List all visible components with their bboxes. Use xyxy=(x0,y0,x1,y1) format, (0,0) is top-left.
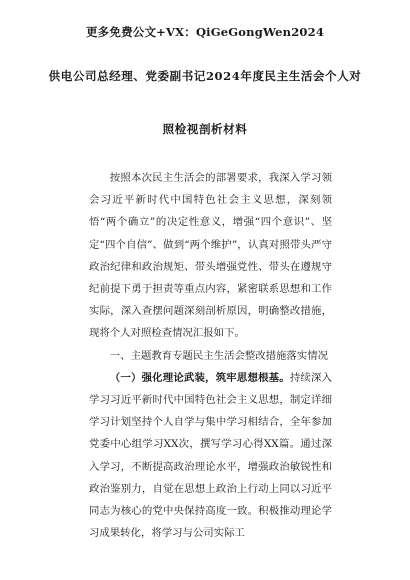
document-body xyxy=(89,167,332,544)
subsection-paragraph xyxy=(89,367,332,545)
promo-banner: 更多免费公文+VX：QiGeGongWen2024 xyxy=(85,25,325,39)
document-title-line-2: 照检视剖析材料 xyxy=(162,122,248,136)
section-heading: 一、主题教育专题民主生活会整改措施落实情况 xyxy=(109,349,328,362)
subsection-label: （一）强化理论武装，筑牢思想根基。 xyxy=(109,371,290,384)
document-title-line-1: 供电公司总经理、党委副书记2024年度民主生活会个人对 xyxy=(48,69,362,83)
subsection-text: 持续深入学习习近平新时代中国特色社会主义思想，制定详细学习计划坚持个人自学与集中学习相结合，全年参加党委中心组学习XX次，撰写学习心得XX篇。通过深入学习，不断提高政治理论水平，增强政治敏锐性和政治鉴别力，自觉在思想上政治上行动上同以习近平同志为核心的党中央保持高度一致。积极推动理论学习成果转化，将学习与公司实际工 xyxy=(89,371,333,540)
intro-paragraph: 按照本次民主生活会的部署要求，我深入学习领会习近平新时代中国特色社会主义思想，深刻领悟“两个确立”的决定性意义，增强“四个意识”、坚定“四个自信”、做到“两个维护”，认真对照带头严守政治纪律和政治规矩、带头增强党性、带头在遵规守纪前提下勇于担责等重点内容，紧密联系思想和工作实际，深入查摆问题深刻剖析原因，明确整改措施，现将个人对照检查情况汇报如下。 xyxy=(89,172,332,340)
